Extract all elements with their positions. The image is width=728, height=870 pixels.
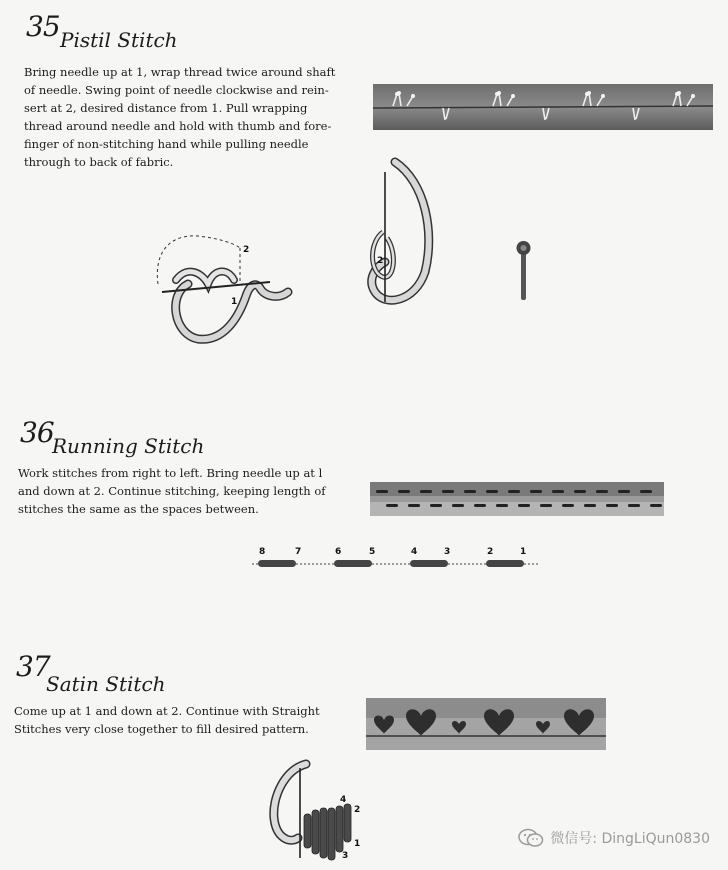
instruction-line: through to back of fabric. [24,155,174,169]
pistil-stitch-diagram-loop [355,152,445,312]
stitch-point-label: 2 [243,245,250,255]
section-instructions [14,702,320,738]
instruction-line: and down at 2. Continue stitching, keeping length of [18,484,326,498]
satin-stitch-diagram [264,758,374,870]
stitch-point-label: 2 [487,547,494,557]
stitch-point-label: 4 [340,795,347,805]
instruction-line: Come up at 1 and down at 2. Continue with Straight [14,704,320,718]
instruction-line: thread around needle and hold with thumb and fore- [24,119,332,133]
running-stitch-diagram [250,542,540,574]
stitch-point-label: 3 [444,547,451,557]
watermark-text: 微信号: DingLiQun0830 [550,831,710,847]
section-number: 36 [20,416,54,449]
instruction-line: Bring needle up at 1, wrap thread twice around shaft [24,65,336,79]
stitch-point-label: 4 [411,547,418,557]
section-number: 37 [16,650,50,683]
section-running-stitch [0,400,728,640]
watermark [518,828,710,848]
stitch-point-label: 6 [335,547,342,557]
stitch-point-label: 3 [342,851,349,861]
stitch-point-label: 8 [259,547,266,557]
section-title: Satin Stitch [46,672,166,696]
instruction-line: Stitches very close together to fill desired pattern. [14,722,309,736]
instruction-line: sert at 2, desired distance from 1. Pull wrapping [24,101,308,115]
instruction-line: stitches the same as the spaces between. [18,502,259,516]
stitch-point-label: 2 [354,805,361,815]
stitch-point-label: 1 [354,839,361,849]
pistil-stitch-diagram-wrap [148,224,298,354]
section-pistil-stitch [0,0,728,400]
section-number: 35 [26,10,60,43]
pistil-stitch-fabric-photo [373,84,713,130]
section-instructions [24,63,335,171]
section-instructions [18,464,326,518]
stitch-point-label: 1 [520,547,527,557]
stitch-point-label: 1 [231,297,238,307]
pistil-stitch-diagram-finished [512,238,536,304]
stitch-point-label: 2 [377,256,384,266]
wechat-icon [518,828,544,848]
instruction-line: Work stitches from right to left. Bring needle up at l [18,466,323,480]
running-stitch-fabric-photo [370,482,664,516]
satin-stitch-fabric-photo [366,698,606,750]
stitch-point-label: 5 [369,547,376,557]
instruction-line: finger of non-stitching hand while pulling needle [24,137,309,151]
stitch-point-label: 7 [295,547,302,557]
section-title: Pistil Stitch [60,28,178,52]
instruction-line: of needle. Swing point of needle clockwise and rein- [24,83,329,97]
section-title: Running Stitch [52,434,205,458]
